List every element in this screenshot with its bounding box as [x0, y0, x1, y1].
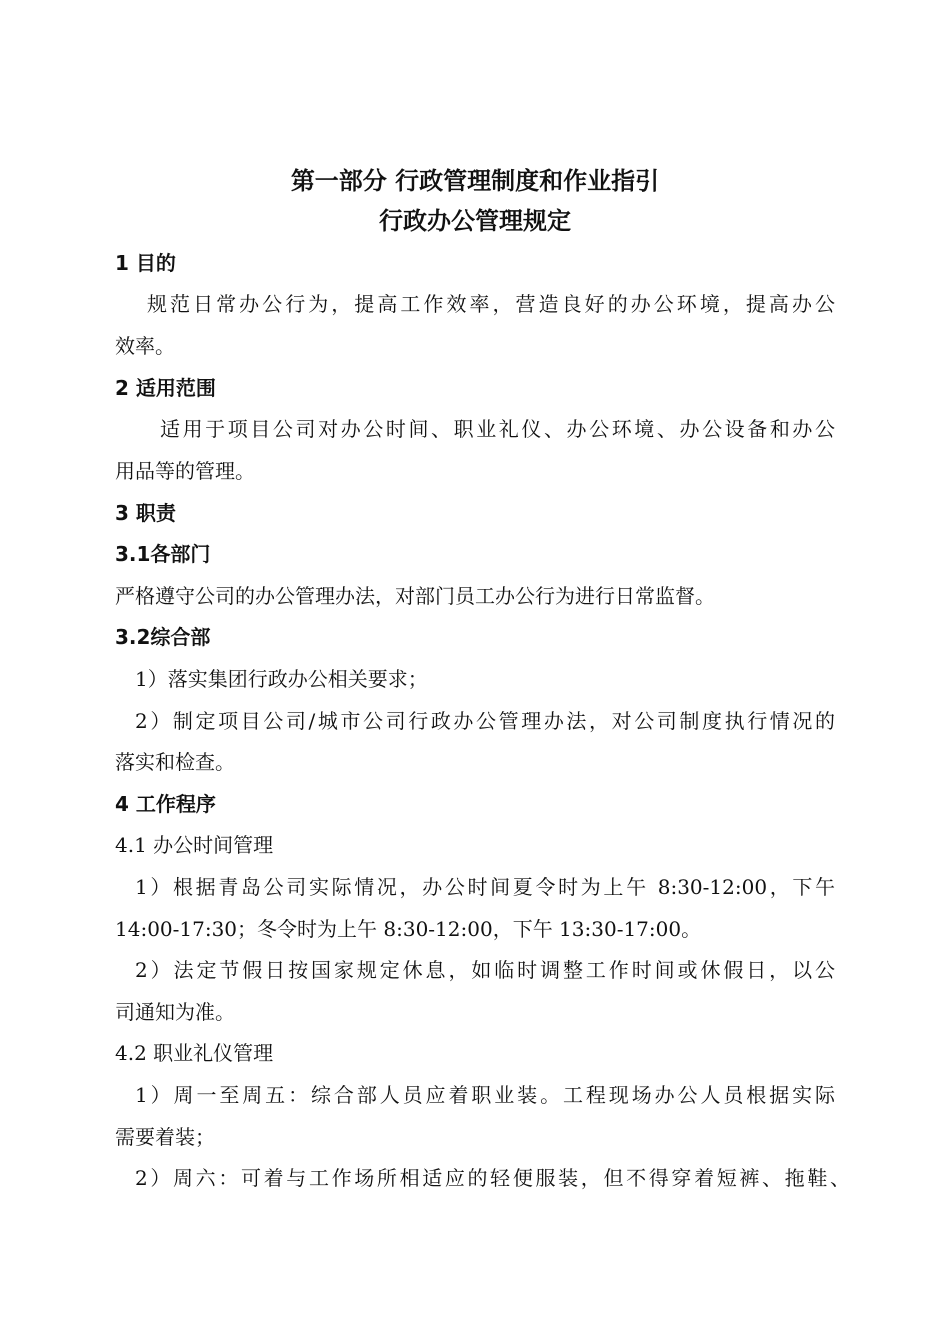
- list-item: 1）落实集团行政办公相关要求；: [135, 667, 428, 691]
- section-heading-procedure: 4 工作程序: [115, 792, 216, 816]
- list-item: 2）法定节假日按国家规定休息，如临时调整工作时间或休假日，以公: [135, 958, 835, 982]
- paragraph-line: 用品等的管理。: [115, 459, 255, 483]
- paragraph-line: 效率。: [115, 334, 175, 358]
- subsection-heading: 4.1 办公时间管理: [115, 833, 274, 857]
- list-item: 1）周一至周五：综合部人员应着职业装。工程现场办公人员根据实际: [135, 1083, 835, 1107]
- list-item: 2）周六：可着与工作场所相适应的轻便服装，但不得穿着短裤、拖鞋、: [135, 1166, 850, 1190]
- paragraph-line: 严格遵守公司的办公管理办法，对部门员工办公行为进行日常监督。: [115, 584, 715, 608]
- subsection-heading: 3.2综合部: [115, 625, 211, 649]
- subsection-heading: 4.2 职业礼仪管理: [115, 1041, 274, 1065]
- list-item: 1）根据青岛公司实际情况，办公时间夏令时为上午 8:30-12:00，下午: [135, 875, 835, 899]
- document-subtitle: 行政办公管理规定: [379, 207, 571, 235]
- paragraph-line: 落实和检查。: [115, 750, 235, 774]
- section-heading-purpose: 1 目的: [115, 251, 176, 275]
- paragraph-line: 规范日常办公行为，提高工作效率，营造良好的办公环境，提高办公: [147, 292, 835, 316]
- document-title: 第一部分 行政管理制度和作业指引: [290, 167, 660, 195]
- section-heading-scope: 2 适用范围: [115, 376, 216, 400]
- paragraph-line: 14:00-17:30；冬令时为上午 8:30-12:00，下午 13:30-17:00。: [115, 917, 702, 941]
- paragraph-line: 需要着装；: [115, 1125, 215, 1149]
- list-item: 2）制定项目公司/城市公司行政办公管理办法，对公司制度执行情况的: [135, 709, 835, 733]
- paragraph-line: 适用于项目公司对办公时间、职业礼仪、办公环境、办公设备和办公: [160, 417, 835, 441]
- section-heading-duties: 3 职责: [115, 501, 176, 525]
- subsection-heading: 3.1各部门: [115, 542, 211, 566]
- paragraph-line: 司通知为准。: [115, 1000, 235, 1024]
